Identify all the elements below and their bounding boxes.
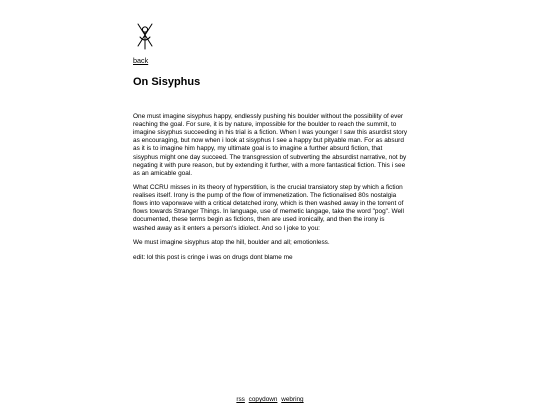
footer-link-rss[interactable]: rss [236, 396, 245, 403]
footer-link-webring[interactable]: webring [281, 396, 304, 403]
back-link[interactable]: back [133, 56, 149, 65]
article-paragraph: What CCRU misses in its theory of hyperstition, is the crucial transiatory step by which a fiction realises itself. Irony is the pump of the flow of immenetization. The fictionalised 80s nostalgia flows into vaporwave with a critical detatched irony, which is then washed away in the torrent of flows towards Stranger Things. In language, use of memetic langage, take the word "pog". Well documented, these terms begin as fictions, then are used ironically, and then the irony is washed away as it enters a person's idiolect. And so I joke to you: [133, 184, 404, 232]
article-body [133, 113, 408, 262]
article-paragraph: One must imagine sisyphus happy, endlessly pushing his boulder without the possibility of ever reaching the goal. For sure, it is by nature, impossible for the boulder to reach the summit, to imagine sisyphus succeeding in his trial is a fiction. When I was younger I saw this asurdist story as encouraging, but now when i look at sisyphus I see a happy but pityable man. For as absurd as it is to imagine him happy, my ultimate goal is to imagine a further absurd fiction, that sisyphus might one day succeed. The transgression of subverting the absurdist narrative, not by negating it with pure reason, but by extending it further, with a more fantastical fiction. This i see as an amicable goal. [133, 113, 408, 177]
article-paragraph: We must imagine sisyphus atop the hill, boulder and all; emotionless. [133, 239, 330, 247]
sigil-logo-icon [136, 22, 154, 50]
page-title: On Sisyphus [133, 76, 201, 88]
footer-link-copydown[interactable]: copydown [248, 396, 278, 403]
page-container [133, 22, 408, 268]
article-edit-note: edit: lol this post is cringe i was on drugs dont blame me [133, 253, 293, 261]
footer-nav [0, 396, 540, 403]
